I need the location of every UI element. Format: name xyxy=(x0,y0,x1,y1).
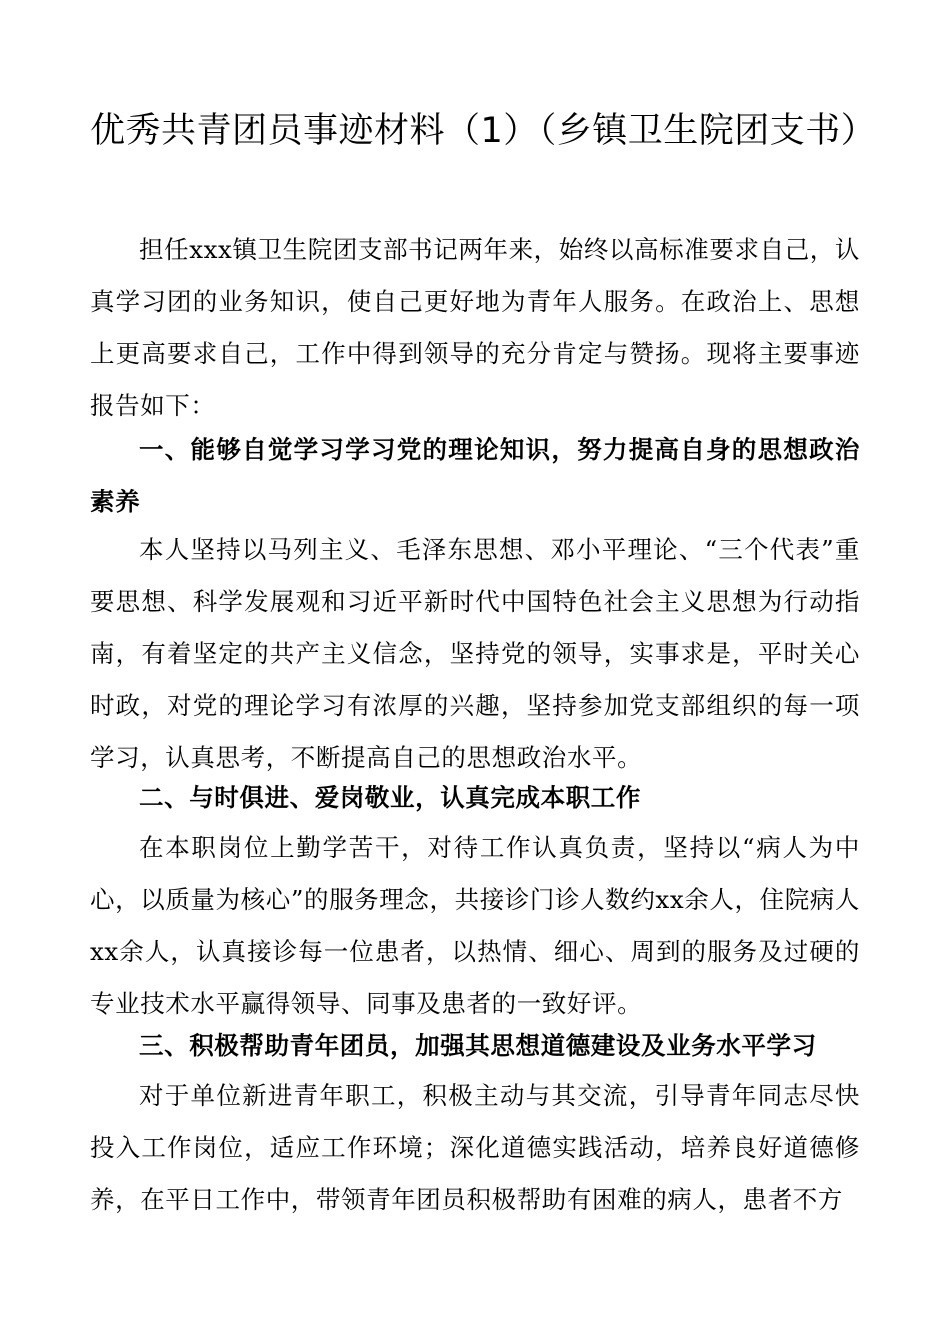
section-1-body: 本人坚持以马列主义、毛泽东思想、邓小平理论、“三个代表”重要思想、科学发展观和习近平新时代中国特色社会主义思想为行动指南，有着坚定的共产主义信念，坚持党的领导，实事求是，平时关心时政，对党的理论学习有浓厚的兴趣，坚持参加党支部组织的每一项学习，认真思考，不断提高自己的思想政治水平。 xyxy=(90,535,860,772)
section-3-body: 对于单位新进青年职工，积极主动与其交流，引导青年同志尽快投入工作岗位，适应工作环境；深化道德实践活动，培养良好道德修养，在平日工作中，带领青年团员积极帮助有困难的病人，患者不方 xyxy=(90,1081,860,1214)
section-2-heading: 二、与时俱进、爱岗敬业，认真完成本职工作 xyxy=(139,783,641,812)
section-2-body: 在本职岗位上勤学苦干，对待工作认真负责，坚持以“病人为中心，以质量为核心”的服务理念，共接诊门诊人数约xx余人，住院病人xx余人，认真接诊每一位患者，以热情、细心、周到的服务及过硬的专业技术水平赢得领导、同事及患者的一致好评。 xyxy=(90,833,860,1018)
document-title: 优秀共青团员事迹材料（1）（乡镇卫生院团支书） xyxy=(90,111,877,151)
intro-paragraph: 担任xxx镇卫生院团支部书记两年来，始终以高标准要求自己，认真学习团的业务知识，使自己更好地为青年人服务。在政治上、思想上更高要求自己，工作中得到领导的充分肯定与赞扬。现将主要事迹报告如下： xyxy=(90,235,860,420)
section-1-heading: 一、能够自觉学习学习党的理论知识，努力提高自身的思想政治素养 xyxy=(90,435,860,516)
section-3-heading: 三、积极帮助青年团员，加强其思想道德建设及业务水平学习 xyxy=(139,1031,817,1060)
